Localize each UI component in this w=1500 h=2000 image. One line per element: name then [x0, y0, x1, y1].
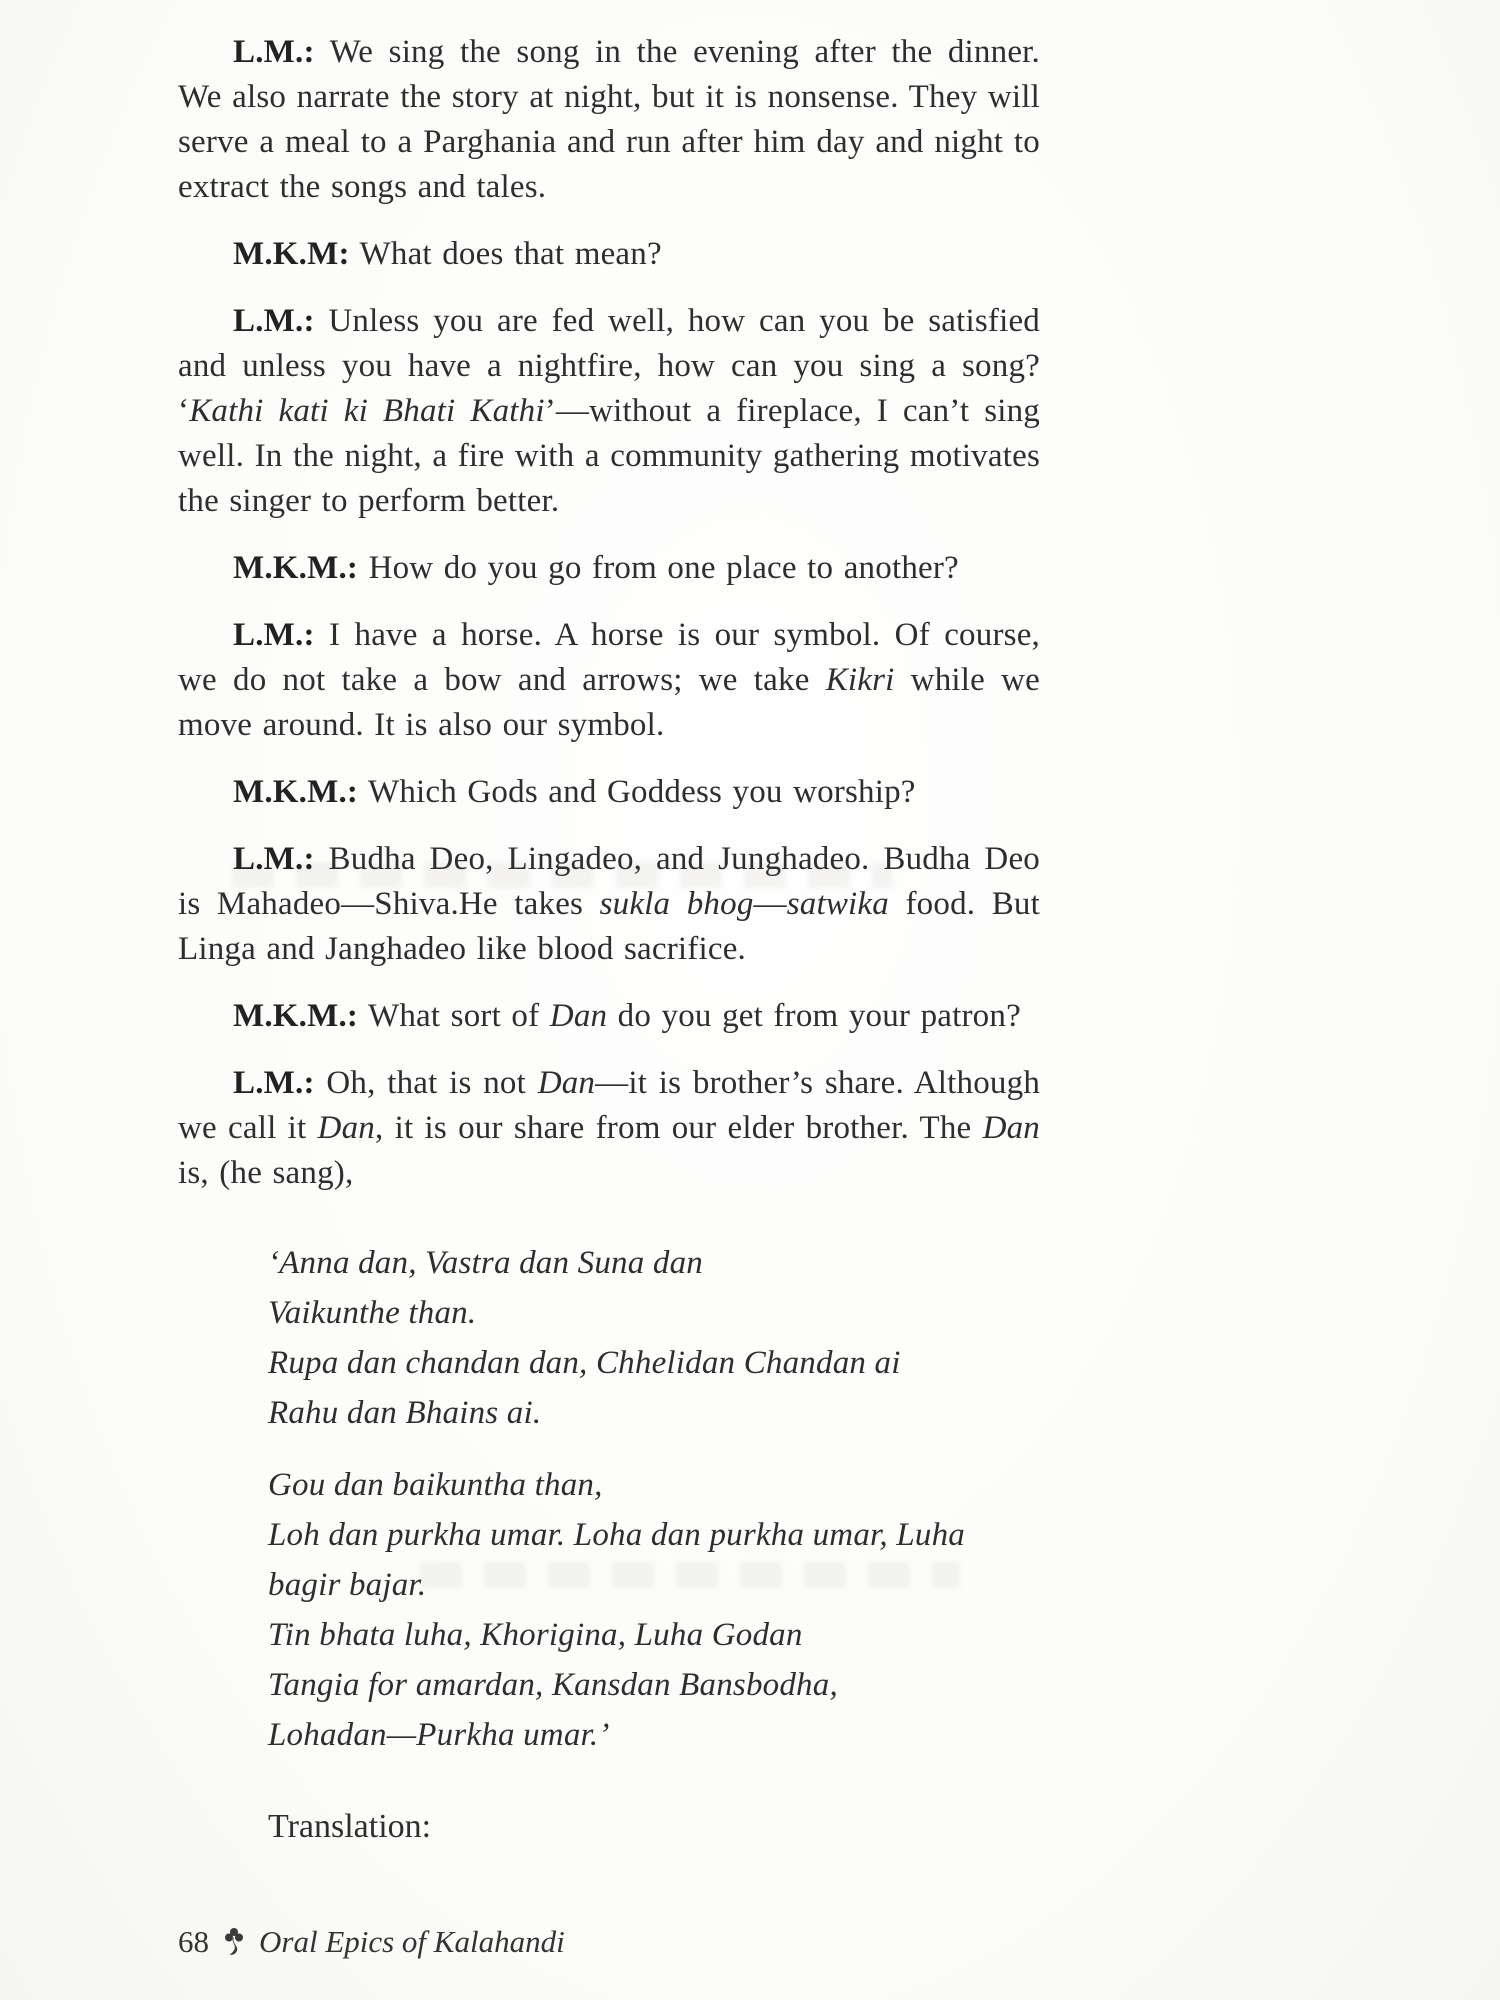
speaker-label: L.M.: [233, 1065, 315, 1101]
dialogue-text: ’—without a fireplace, I can’t sing well. In the night, a fire with a community gathering motivates the singer to perform better. [178, 393, 1041, 519]
dialogue-text-italic: satwika [786, 886, 889, 922]
verse-line: Loh dan purkha umar. Loha dan purkha umar, Luha bagir bajar. [268, 1517, 965, 1603]
speaker-label: L.M.: [233, 34, 315, 70]
dialogue-paragraph [178, 770, 1040, 815]
dialogue-paragraph [178, 837, 1040, 972]
dialogue-text: Unless you are fed well, how can you be satisfied and unless you have a nightfire, how can you sing a song? ‘ [178, 303, 1040, 429]
speaker-label: M.K.M.: [233, 774, 359, 810]
dialogue-paragraph [178, 613, 1040, 748]
verse-section [268, 1238, 1040, 1760]
translation-label: Translation: [268, 1808, 432, 1845]
verse-stanza [268, 1460, 1040, 1760]
verse-line: Tangia for amardan, Kansdan Bansbodha, [268, 1667, 838, 1703]
dialogue-paragraph [178, 232, 1040, 277]
dialogue-section [178, 30, 1040, 1196]
dialogue-text: Budha Deo, Lingadeo, and Junghadeo. Budha Deo is Mahadeo—Shiva.He takes [178, 841, 1040, 922]
dialogue-text: What sort of [367, 998, 550, 1034]
verse-line: Lohadan—Purkha umar.’ [268, 1717, 610, 1753]
hedera-icon [223, 1926, 245, 1958]
speaker-label: L.M.: [233, 617, 315, 653]
dialogue-text-italic: Dan [317, 1110, 375, 1146]
page-footer [178, 1924, 565, 1960]
verse-line: Vaikunthe than. [268, 1295, 477, 1331]
verse-line: Rupa dan chandan dan, Chhelidan Chandan ai [268, 1345, 901, 1381]
dialogue-paragraph [178, 546, 1040, 591]
dialogue-text: We sing the song in the evening after the dinner. We also narrate the story at night, but it is nonsense. They will serve a meal to a Parghania and run after him day and night to extract the songs and tales. [178, 34, 1040, 205]
speaker-label: M.K.M.: [233, 550, 359, 586]
speaker-label: L.M.: [233, 303, 315, 339]
page-number: 68 [178, 1924, 209, 1959]
speaker-label: M.K.M: [233, 236, 350, 272]
dialogue-text: while we move around. It is also our symbol. [178, 662, 1040, 743]
speaker-label: M.K.M.: [233, 998, 359, 1034]
verse-line: ‘Anna dan, Vastra dan Suna dan [268, 1245, 703, 1281]
dialogue-paragraph [178, 30, 1040, 210]
dialogue-text: How do you go from one place to another? [368, 550, 959, 586]
dialogue-text: food. But Linga and Janghadeo like blood sacrifice. [178, 886, 1040, 967]
dialogue-text-italic: Kikri [825, 662, 895, 698]
page-body [178, 30, 1040, 1846]
dialogue-text-italic: Kathi kati ki Bhati Kathi [189, 393, 545, 429]
dialogue-text: , it is our share from our elder brother. The [374, 1110, 983, 1146]
verse-line: Tin bhata luha, Khorigina, Luha Godan [268, 1617, 803, 1653]
speaker-label: L.M.: [233, 841, 315, 877]
verse-stanza [268, 1238, 1040, 1438]
dialogue-text: Oh, that is not [326, 1065, 538, 1101]
dialogue-text: —it is brother’s share. Although we call it [178, 1065, 1041, 1146]
dialogue-text-italic: Dan [537, 1065, 596, 1101]
dialogue-text-italic: Dan [549, 998, 608, 1034]
dialogue-text: — [753, 886, 787, 922]
dialogue-paragraph [178, 994, 1040, 1039]
verse-line: Gou dan baikuntha than, [268, 1467, 603, 1503]
verse-line: Rahu dan Bhains ai. [268, 1395, 542, 1431]
dialogue-text: Which Gods and Goddess you worship? [367, 774, 916, 810]
dialogue-text: What does that mean? [359, 236, 662, 272]
dialogue-text-italic: sukla bhog [599, 886, 754, 922]
dialogue-paragraph [178, 299, 1040, 524]
dialogue-text-italic: Dan [982, 1110, 1040, 1146]
dialogue-text: I have a horse. A horse is our symbol. Of course, we do not take a bow and arrows; we take [178, 617, 1040, 698]
book-title: Oral Epics of Kalahandi [259, 1924, 565, 1959]
dialogue-paragraph [178, 1061, 1040, 1196]
dialogue-text: is, (he sang), [178, 1155, 354, 1191]
dialogue-text: do you get from your patron? [607, 998, 1021, 1034]
